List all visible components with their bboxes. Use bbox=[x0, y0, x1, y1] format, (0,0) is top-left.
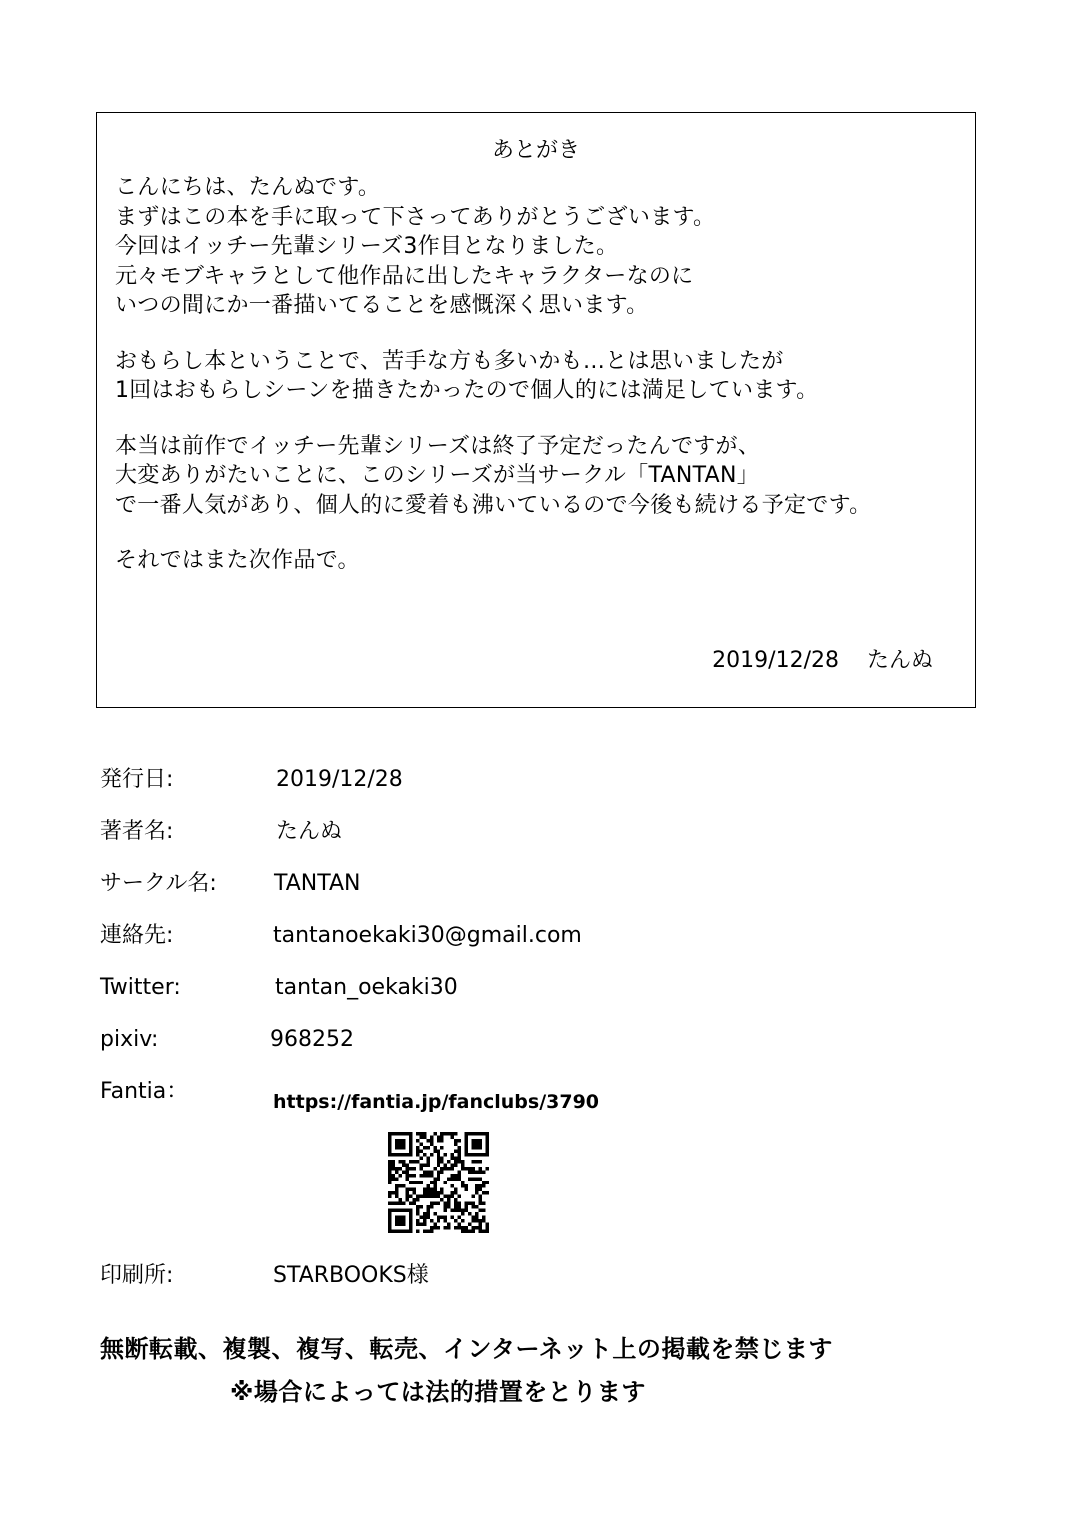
author-label: 著者名: bbox=[100, 819, 174, 844]
afterword-body bbox=[115, 173, 965, 602]
afterword-line: おもらし本ということで、苦手な方も多いかも…とは思いましたが bbox=[115, 348, 784, 374]
afterword-paragraph bbox=[115, 432, 965, 521]
afterword-line: 本当は前作でイッチー先輩シリーズは終了予定だったんですが、 bbox=[115, 433, 761, 459]
pixiv-label: pixiv: bbox=[100, 1027, 159, 1052]
afterword-line: いつの間にか一番描いてることを感慨深く思います。 bbox=[115, 293, 649, 318]
contact-label: 連絡先: bbox=[100, 923, 174, 948]
afterword-paragraph bbox=[115, 173, 965, 321]
publish-date-value: 2019/12/28 bbox=[276, 767, 403, 792]
circle-label: サークル名: bbox=[100, 871, 217, 896]
circle-value: TANTAN bbox=[274, 871, 361, 896]
afterword-signature bbox=[712, 647, 933, 675]
afterword-title: あとがき bbox=[491, 138, 580, 163]
qr-code-icon bbox=[388, 1132, 489, 1233]
afterword-line: こんにちは、たんぬです。 bbox=[115, 175, 381, 200]
signature-date: 2019/12/28 bbox=[712, 648, 839, 673]
afterword-line: 大変ありがたいことに、このシリーズが当サークル「TANTAN」 bbox=[115, 463, 760, 488]
contact-value[interactable]: tantanoekaki30@gmail.com bbox=[273, 923, 582, 948]
copyright-notice: 無断転載、複製、複写、転売、インターネット上の掲載を禁じます bbox=[100, 1335, 833, 1363]
publish-date-label: 発行日: bbox=[100, 767, 174, 792]
afterword-paragraph bbox=[115, 347, 965, 406]
fantia-label: Fantia： bbox=[100, 1079, 189, 1104]
afterword-line: まずはこの本を手に取って下さってありがとうございます。 bbox=[115, 204, 716, 230]
printer-value: STARBOOKS様 bbox=[273, 1263, 429, 1288]
afterword-line: それではまた次作品で。 bbox=[115, 548, 360, 573]
afterword-line: 今回はイッチー先輩シリーズ3作目となりました。 bbox=[115, 234, 619, 259]
twitter-label: Twitter: bbox=[100, 975, 181, 1000]
pixiv-value[interactable]: 968252 bbox=[270, 1027, 354, 1052]
afterword-paragraph bbox=[115, 546, 965, 576]
afterword-line: 1回はおもらしシーンを描きたかったので個人的には満足しています。 bbox=[115, 378, 819, 403]
afterword-line: で一番人気があり、個人的に愛着も沸いているので今後も続ける予定です。 bbox=[115, 492, 872, 518]
printer-label: 印刷所: bbox=[100, 1263, 174, 1288]
author-value: たんぬ bbox=[276, 819, 343, 844]
afterword-box bbox=[96, 112, 976, 708]
twitter-value[interactable]: tantan_oekaki30 bbox=[275, 975, 458, 1000]
fantia-url[interactable]: https://fantia.jp/fanclubs/3790 bbox=[273, 1091, 600, 1113]
signature-name: たんぬ bbox=[866, 648, 933, 673]
qr-code-graphic bbox=[388, 1132, 489, 1233]
afterword-line: 元々モブキャラとして他作品に出したキャラクターなのに bbox=[115, 263, 694, 289]
legal-warning: ※場合によっては法的措置をとります bbox=[230, 1378, 646, 1406]
